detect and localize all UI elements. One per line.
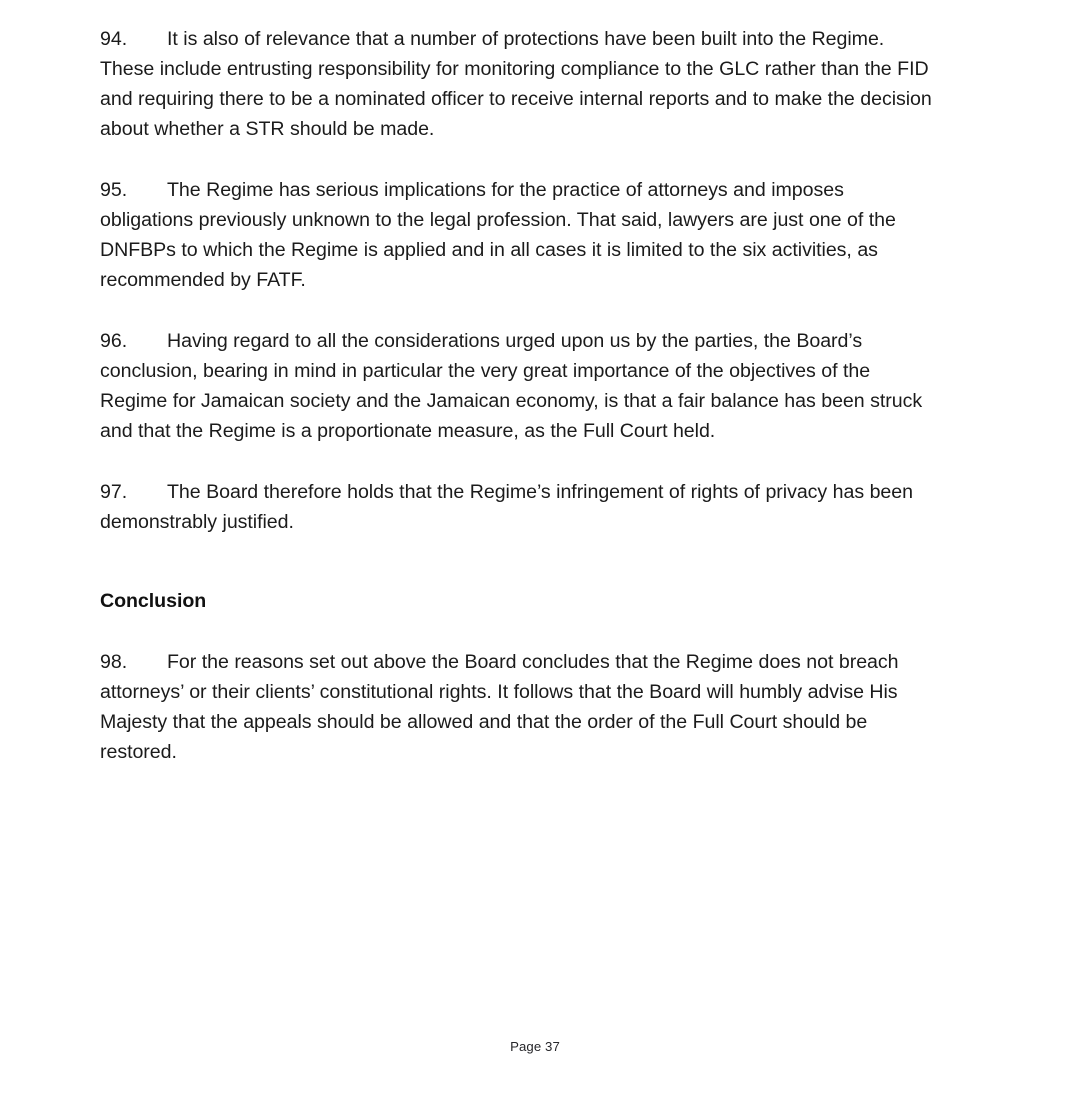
- paragraph-number-97: 97.: [100, 481, 128, 503]
- page-footer: Page 37: [510, 1039, 560, 1054]
- paragraph-text-94: It is also of relevance that a number of protections have been built into the Regime. These include entrusting responsibility for monitoring compliance to the GLC rather than the FID and requiring there to be a nominated officer to receive internal reports and to make the decision about whether a STR should be made.: [100, 28, 932, 140]
- numbered-paragraph-98: [100, 647, 936, 767]
- paragraph-number-94: 94.: [100, 28, 128, 50]
- paragraph-text-95: The Regime has serious implications for the practice of attorneys and imposes obligations previously unknown to the legal profession. That said, lawyers are just one of the DNFBPs to which the Regime is applied and in all cases it is limited to the six activities, as recommended by FATF.: [100, 179, 896, 291]
- paragraph-number-95: 95.: [100, 179, 128, 201]
- document-body: [100, 24, 936, 767]
- paragraph-text-97: The Board therefore holds that the Regime’s infringement of rights of privacy has been demonstrably justified.: [100, 481, 913, 533]
- section-heading-conclusion: Conclusion: [100, 590, 207, 612]
- section-spacer: [100, 568, 936, 586]
- paragraph-number-98: 98.: [100, 651, 128, 673]
- numbered-paragraph-97: [100, 477, 936, 537]
- paragraph-number-96: 96.: [100, 330, 128, 352]
- numbered-paragraph-96: [100, 326, 936, 446]
- numbered-paragraph-95: [100, 175, 936, 295]
- paragraph-text-98: For the reasons set out above the Board concludes that the Regime does not breach attorneys’ or their clients’ constitutional rights. It follows that the Board will humbly advise His Majesty that the appeals should be allowed and that the order of the Full Court should be restored.: [100, 651, 899, 763]
- paragraph-text-96: Having regard to all the considerations urged upon us by the parties, the Board’s conclusion, bearing in mind in particular the very great importance of the objectives of the Regime for Jamaican society and the Jamaican economy, is that a fair balance has been struck and that the Regime is a proportionate measure, as the Full Court held.: [100, 330, 923, 442]
- numbered-paragraph-94: [100, 24, 936, 144]
